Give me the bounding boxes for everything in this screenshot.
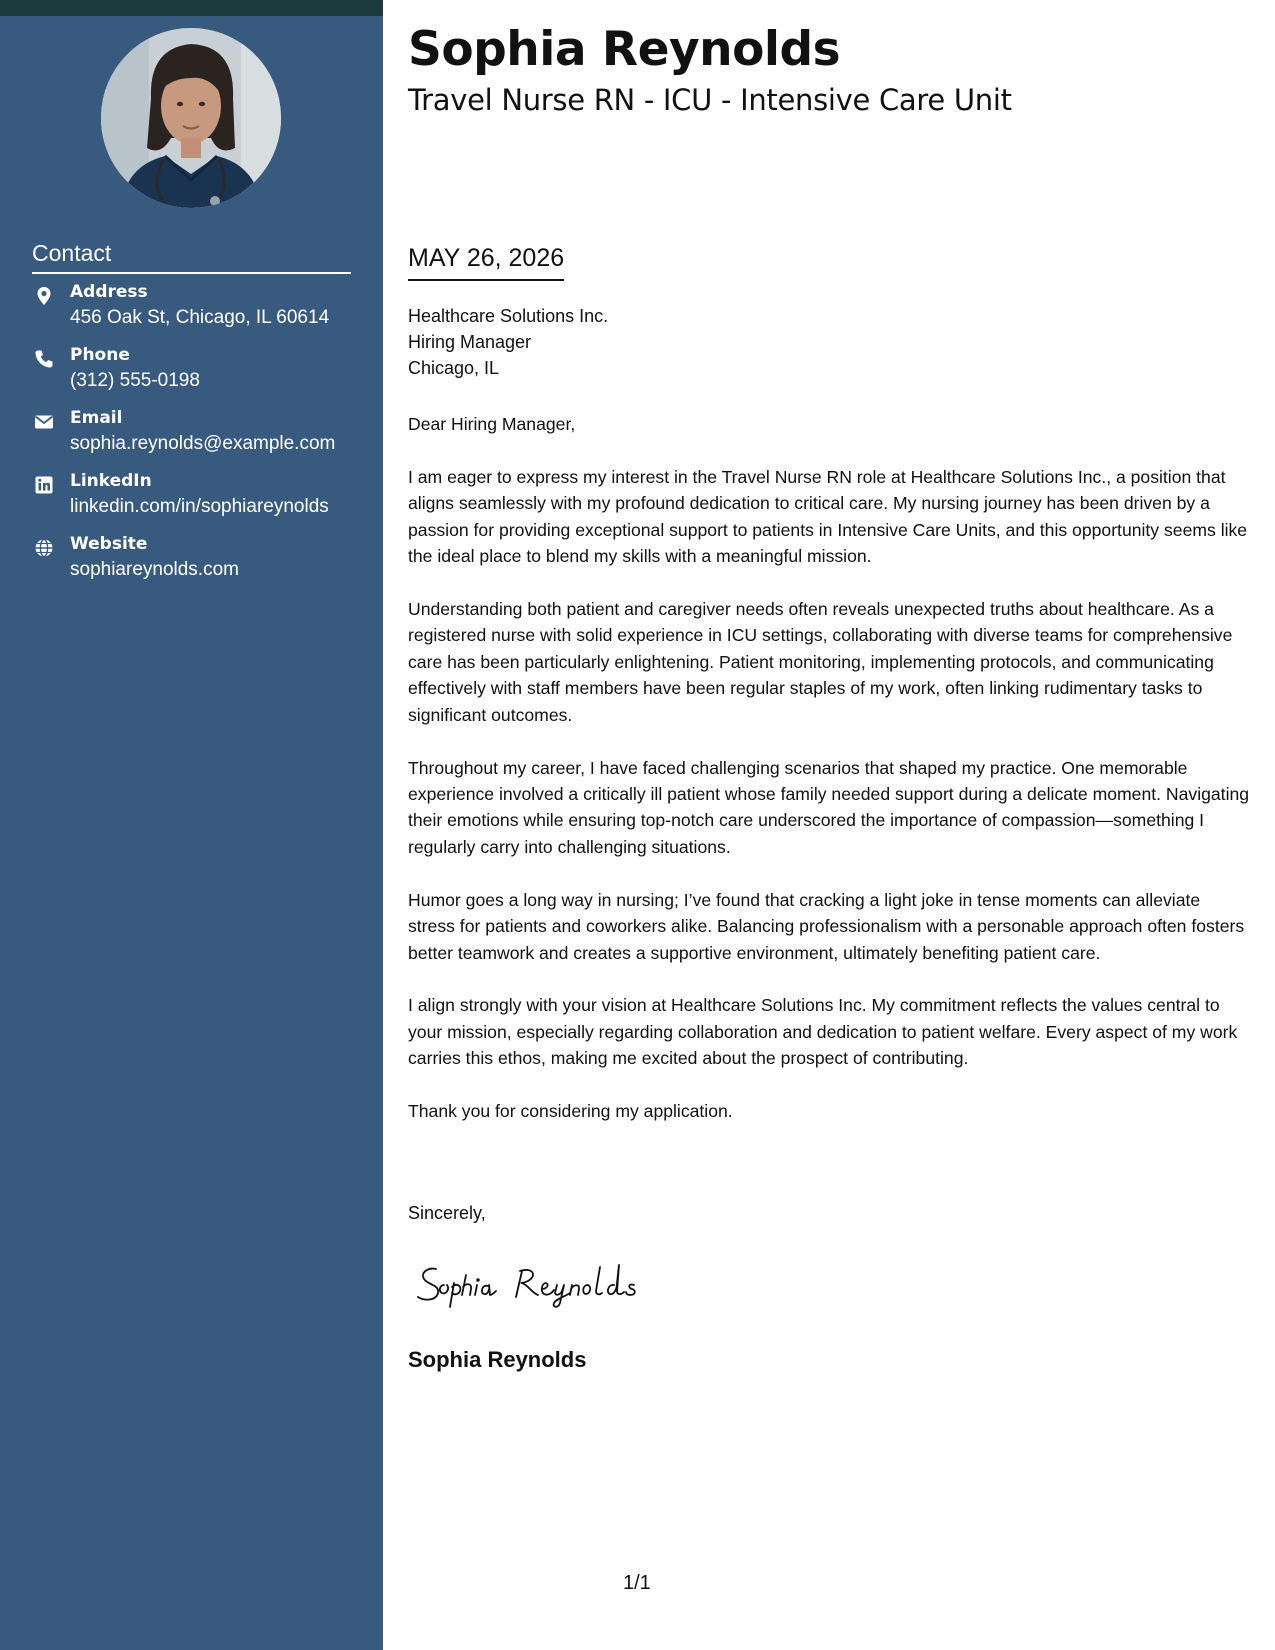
body-paragraph: Humor goes a long way in nursing; I’ve found that cracking a light joke in tense moments can alleviate stress for patients and coworkers alike. Balancing professionalism with a personable approach often fosters better teamwork and creates a supportive environment, ultimately benefiting patient care.: [408, 889, 1245, 963]
body-paragraph: I am eager to express my interest in the Travel Nurse RN role at Healthcare Solutions Inc., a position that aligns seamlessly with my profound dedication to critical care. My nursing journey has been driven by a passion for providing exceptional support to patients in Intensive Care Units, and this opportunity seems like the ideal place to blend my skills with a meaningful mission.: [408, 466, 1248, 567]
contact-label: Phone: [70, 345, 130, 365]
recipient-company: Healthcare Solutions Inc.: [408, 306, 609, 326]
letter-date: MAY 26, 2026: [408, 244, 564, 281]
globe-icon: [34, 538, 54, 558]
avatar: [101, 28, 281, 208]
job-title: Travel Nurse RN - ICU - Intensive Care Unit: [408, 83, 1012, 117]
contact-item-linkedin: [32, 471, 362, 534]
recipient-location: Chicago, IL: [408, 358, 500, 378]
envelope-icon: [34, 412, 54, 432]
sidebar: [0, 0, 383, 1650]
contact-item-website: [32, 534, 362, 597]
phone-value: (312) 555-0198: [70, 370, 200, 391]
body-paragraph: Understanding both patient and caregiver needs often reveals unexpected truths about healthcare. As a registered nurse with solid experience in ICU settings, collaborating with diverse teams for comprehensive care has been particularly enlightening. Patient monitoring, implementing protocols, and communicating effectively with staff members have been regular staples of my work, often linking rudimentary tasks to significant outcomes.: [408, 599, 1233, 725]
body-paragraph: Throughout my career, I have faced challenging scenarios that shaped my practice. One memorable experience involved a critically ill patient whose family needed support during a delicate moment. Navigating their emotions while ensuring top-notch care underscored the importance of compassion—something I regularly carry into challenging situations.: [408, 757, 1250, 857]
map-pin-icon: [34, 286, 54, 306]
applicant-name: Sophia Reynolds: [408, 22, 841, 77]
contact-label: Email: [70, 408, 123, 428]
website-value[interactable]: sophiareynolds.com: [70, 559, 239, 580]
recipient-contact: Hiring Manager: [408, 332, 532, 352]
phone-icon: [34, 349, 54, 369]
contact-heading: Contact: [32, 240, 351, 274]
signer-name: Sophia Reynolds: [408, 1347, 587, 1372]
contact-label: Website: [70, 534, 148, 554]
contact-label: Address: [70, 282, 148, 302]
letter-main: [408, 0, 1258, 1650]
linkedin-value[interactable]: linkedin.com/in/sophiareynolds: [70, 496, 329, 517]
recipient-block: [408, 303, 608, 381]
contact-item-address: [32, 282, 362, 345]
salutation: Dear Hiring Manager,: [408, 414, 576, 434]
contact-item-phone: [32, 345, 362, 408]
address-value: 456 Oak St, Chicago, IL 60614: [70, 307, 330, 328]
handwritten-signature: [414, 1255, 674, 1315]
thank-you-line: Thank you for considering my application.: [408, 1101, 733, 1122]
sidebar-top-bar: [0, 0, 383, 16]
contact-item-email: [32, 408, 362, 471]
contact-label: LinkedIn: [70, 471, 152, 491]
closing: Sincerely,: [408, 1203, 486, 1223]
letter-body: [408, 411, 1250, 1151]
page-number: 1/1: [623, 1572, 651, 1594]
linkedin-icon: [34, 475, 54, 495]
profile-photo: [101, 28, 281, 208]
body-paragraph: I align strongly with your vision at Healthcare Solutions Inc. My commitment reflects the values central to your mission, especially regarding collaboration and dedication to patient welfare. Every aspect of my work carries this ethos, making me excited about the prospect of contributing.: [408, 995, 1238, 1069]
email-value[interactable]: sophia.reynolds@example.com: [70, 433, 336, 454]
contact-list: [32, 282, 362, 597]
